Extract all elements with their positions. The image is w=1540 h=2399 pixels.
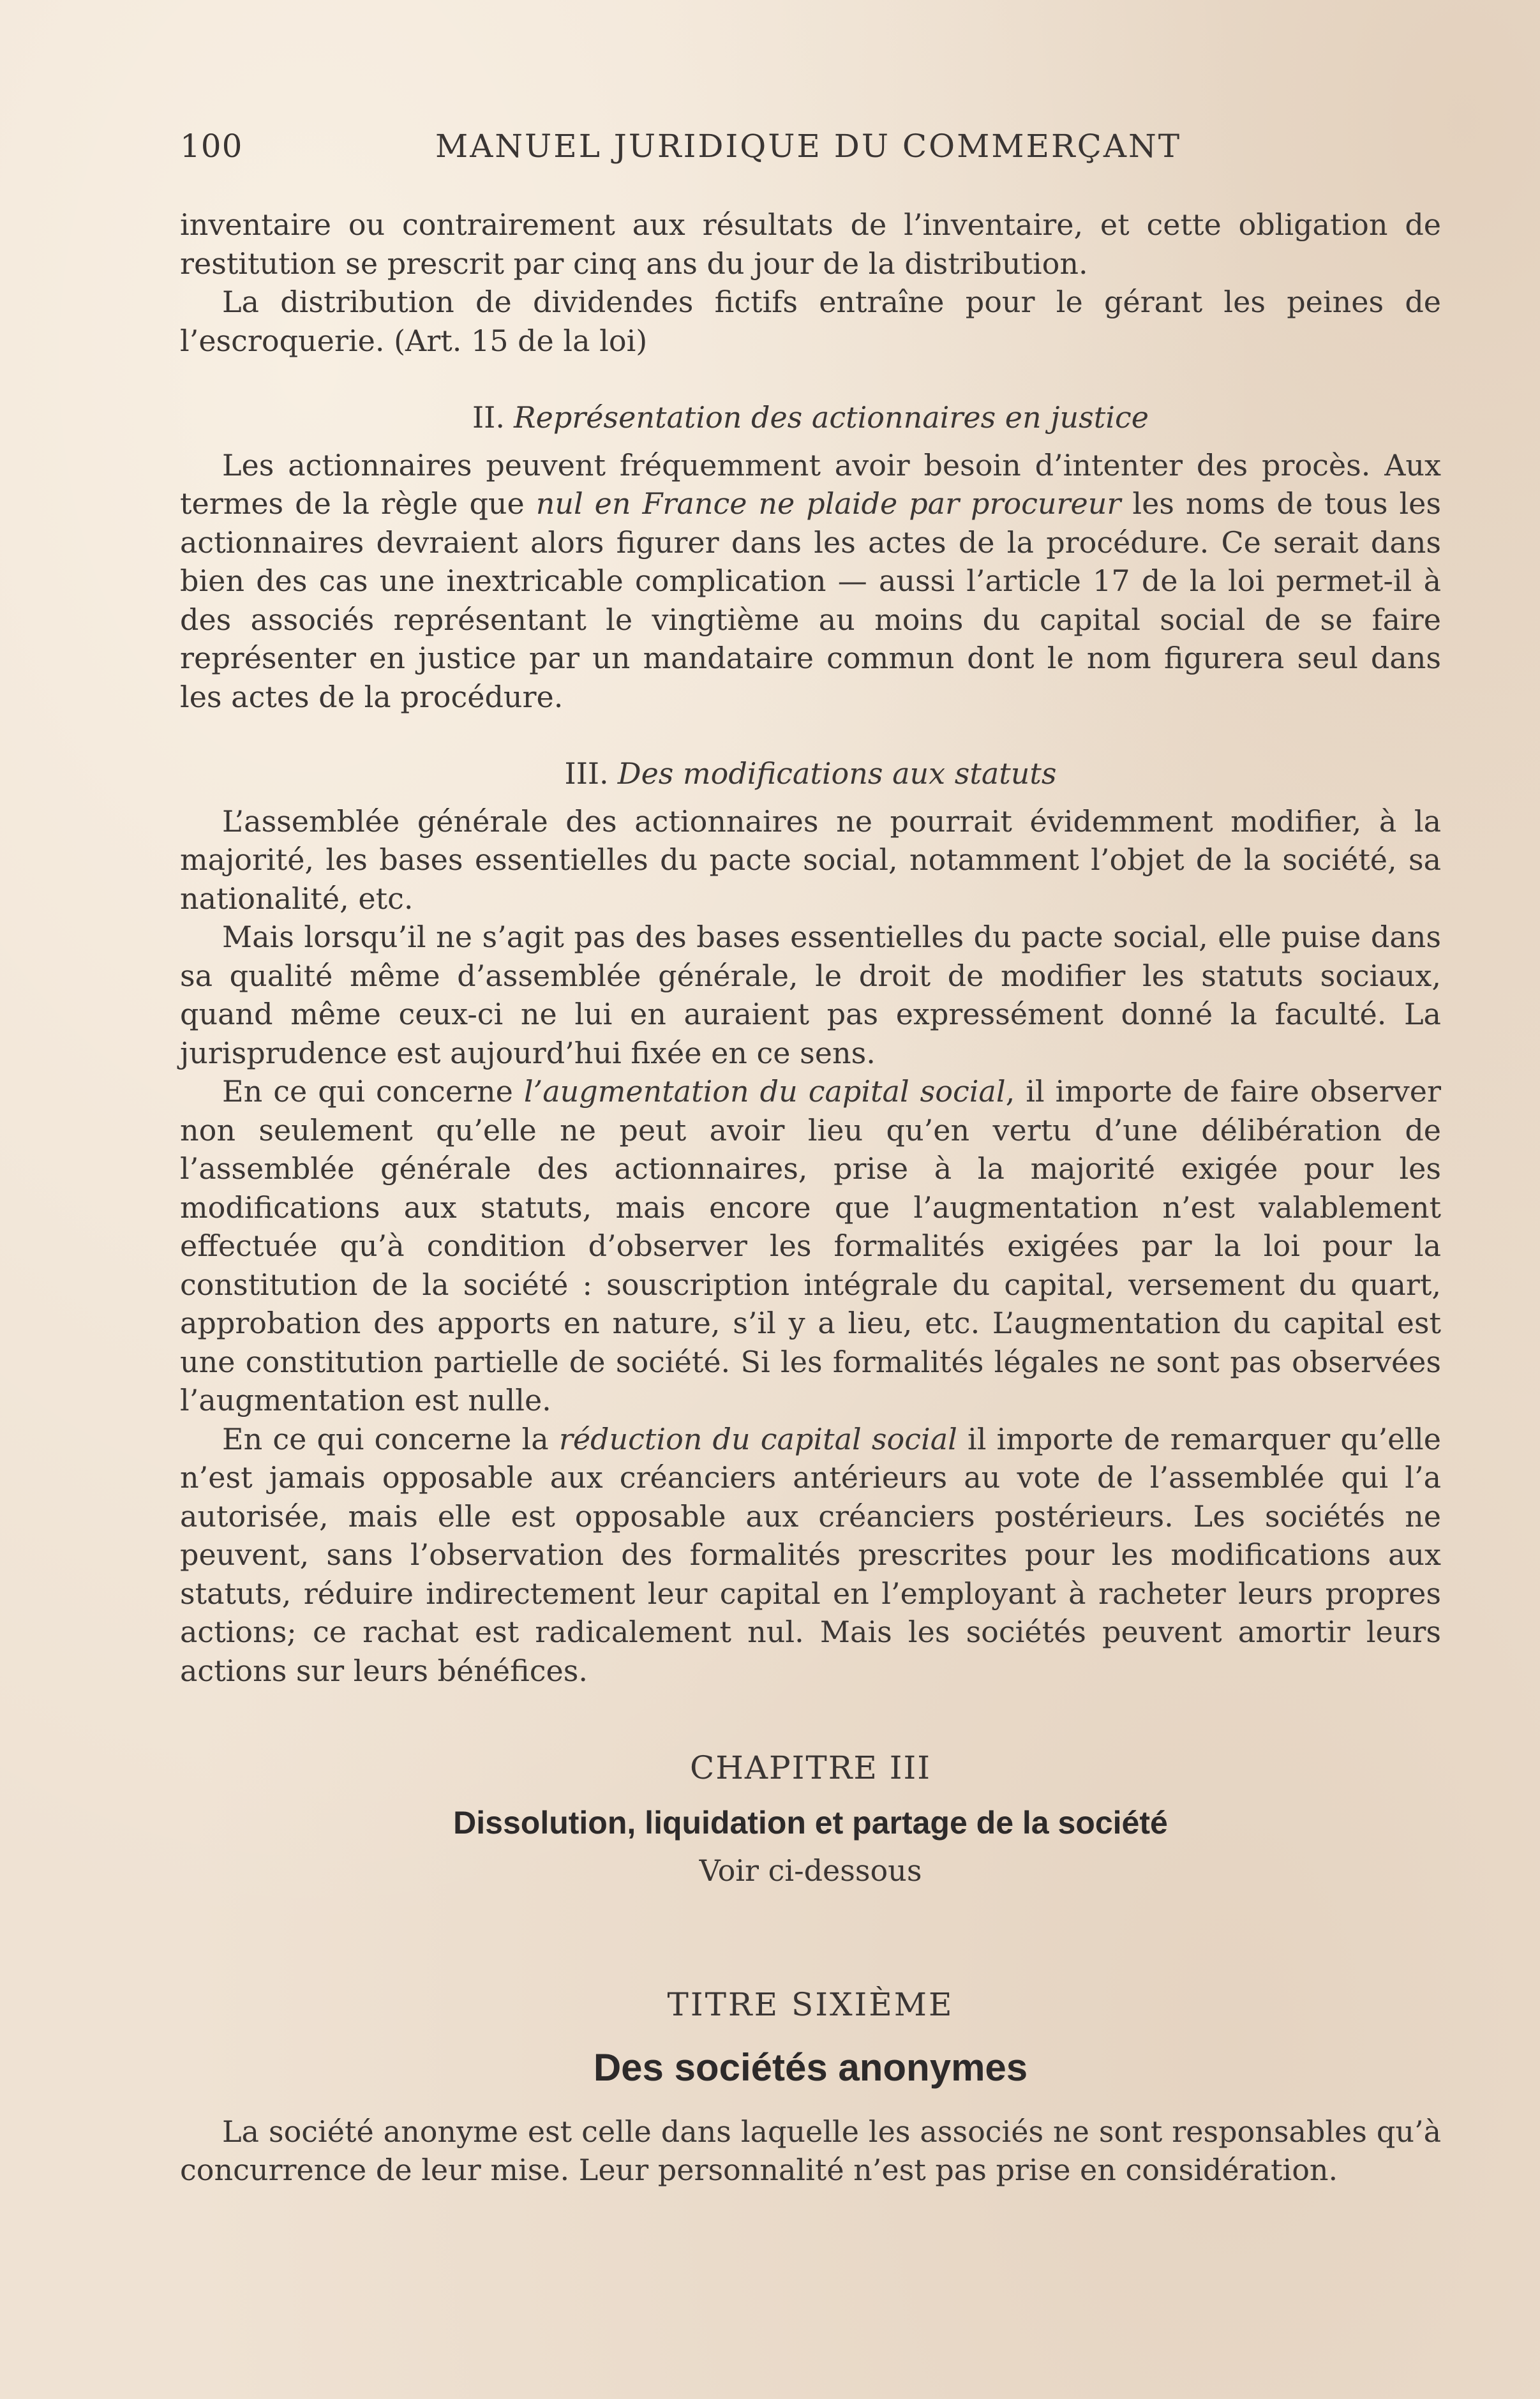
section-number: III. <box>564 756 609 791</box>
chapter-label: CHAPITRE III <box>689 1749 931 1786</box>
chapter-title: Dissolution, liquidation et partage de la société <box>453 1804 1168 1841</box>
text-run: En ce qui concerne la <box>222 1421 559 1456</box>
text-run: En ce qui concerne <box>222 1074 524 1109</box>
section-number: II. <box>472 400 505 435</box>
page-body <box>180 206 1441 2190</box>
page-header <box>180 128 1441 172</box>
section-heading-modifications <box>180 754 1441 793</box>
text-run: , il importe de faire observer non seulement qu’elle ne peut avoir lieu qu’en vertu d’une délibération de l’assemblée générale des actionnaires, prise à la majorité exigée pour les modifications aux statuts, mais encore que l’augmentation n’est valablement effectuée qu’à condition d’observer les formalités exigées par la loi pour la constitution de la société : souscription intégrale du capital, versement du quart, approbation des apports en nature, s’il y a lieu, etc. L’augmentation du capital est une constitution partielle de société. Si les formalités légales ne sont pas observées l’augmentation est nulle. <box>180 1074 1441 1417</box>
paragraph-continuation: inventaire ou contrairement aux résultats de l’inventaire, et cette obligation de restitution se prescrit par cinq ans du jour de la distribution. <box>180 207 1441 281</box>
paragraph-augmentation <box>180 1072 1441 1420</box>
paragraph-dividendes: La distribution de dividendes fictifs entraîne pour le gérant les peines de l’escroquerie. (Art. 15 de la loi) <box>180 285 1441 358</box>
italic-phrase: l’augmentation du capital social <box>523 1074 1006 1109</box>
italic-phrase: réduction du capital social <box>558 1421 957 1456</box>
section-heading-representation <box>180 398 1441 437</box>
italic-phrase: nul en France ne plaide par procureur <box>535 486 1121 521</box>
running-title: MANUEL JURIDIQUE DU COMMERÇANT <box>435 128 1182 165</box>
text-run: les noms de tous les actionnaires devraient alors figurer dans les actes de la procédure. Ce serait dans bien des cas une inextricable complication — aussi l’article 17 de la loi permet-il à des associés représentant le vingtième au moins du capital social de se faire représenter en justice par un mandataire commun dont le nom figurera seul dans les actes de la procédure. <box>180 486 1441 714</box>
titre-label: TITRE SIXIÈME <box>667 1986 954 2023</box>
paragraph-societe-anonyme: La société anonyme est celle dans laquelle les associés ne sont responsables qu’à concurrence de leur mise. Leur personnalité n’est pas prise en considération. <box>180 2114 1441 2187</box>
paragraph-representation <box>180 446 1441 717</box>
paragraph-reduction <box>180 1420 1441 1691</box>
section-title: Des modifications aux statuts <box>617 756 1057 791</box>
chapter-note: Voir ci-dessous <box>699 1853 922 1888</box>
text-run: il importe de remarquer qu’elle n’est jamais opposable aux créanciers antérieurs au vote de l’assemblée qui l’a autorisée, mais elle est opposable aux créanciers postérieurs. Les sociétés ne peuvent, sans l’observation des formalités prescrites pour les modifications aux statuts, réduire indirectement leur capital en l’employant à racheter leurs propres actions; ce rachat est radicalement nul. Mais les sociétés peuvent amortir leurs actions sur leurs bénéfices. <box>180 1421 1441 1688</box>
titre-title: Des sociétés anonymes <box>593 2045 1028 2089</box>
section-title: Représentation des actionnaires en justice <box>513 400 1149 435</box>
text-run: Les actionnaires peuvent fréquemment avoir besoin d’intenter des procès. Aux termes de la règle que <box>180 447 1441 521</box>
page-number: 100 <box>180 128 243 165</box>
paragraph-bases-essentielles: Mais lorsqu’il ne s’agit pas des bases essentielles du pacte social, elle puise dans sa qualité même d’assemblée générale, le droit de modifier les statuts sociaux, quand même ceux-ci ne lui en auraient pas expressément donné la faculté. La jurisprudence est aujourd’hui fixée en ce sens. <box>180 920 1441 1070</box>
paragraph-assemblee: L’assemblée générale des actionnaires ne pourrait évidemment modifier, à la majorité, les bases essentielles du pacte social, notamment l’objet de la société, sa nationalité, etc. <box>180 803 1441 916</box>
